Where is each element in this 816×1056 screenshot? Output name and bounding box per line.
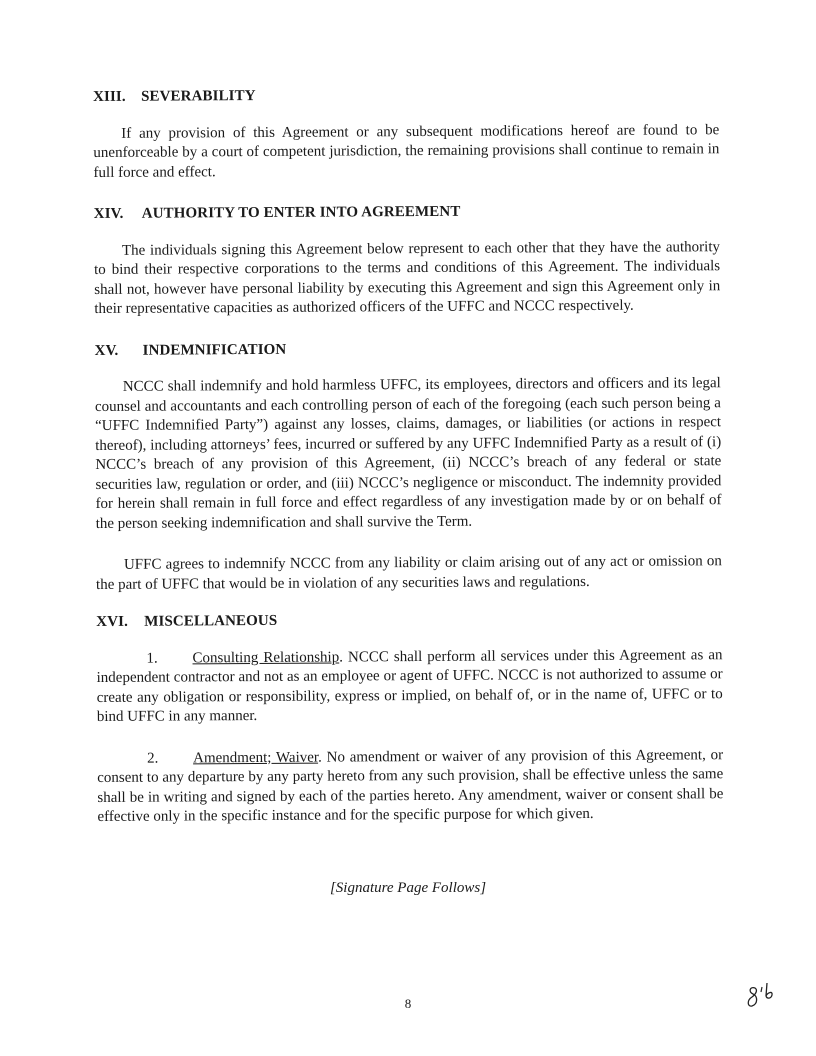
section-number: XIII. — [93, 88, 126, 105]
page-number: 8 — [404, 996, 412, 1011]
indemnification-paragraph-2: UFFC agrees to indemnify NCCC from any liability or claim arising out of any act or omission on the part of UFFC that would be in violation of any securities laws and regulations. — [95, 553, 722, 593]
section-title: INDEMNIFICATION — [142, 341, 287, 359]
item-text: . NCCC shall perform all services under this Agreement as an independent contractor and not as an employee or agent of UFFC. NCCC is not authorized to assume or create any obligation or responsibility, express or implied, on behalf of, or in the name of, UFFC or to bind UFFC in any manner. — [96, 646, 723, 725]
section-number: XVI. — [96, 613, 128, 630]
handwritten-initials — [746, 980, 780, 1010]
section-title: SEVERABILITY — [141, 88, 256, 105]
item-title: Amendment; Waiver — [193, 749, 319, 766]
misc-item-amendment-waiver — [97, 746, 723, 828]
item-title: Consulting Relationship — [192, 649, 340, 666]
section-number: XIV. — [93, 205, 124, 222]
section-title: MISCELLANEOUS — [144, 612, 278, 630]
authority-paragraph: The individuals signing this Agreement below represent to each other that they have the authority to bind their respective corporations to the terms and conditions of this Agreement. The individuals shall not, however have personal liability by executing this Agreement and sign this Agreement only in their representative capacities as authorized officers of the UFFC and NCCC respectively. — [94, 238, 721, 317]
item-number: 2. — [147, 750, 159, 767]
section-heading-miscellaneous — [96, 609, 722, 632]
signature-page-note: [Signature Page Follows] — [329, 880, 487, 896]
section-heading-authority — [94, 201, 720, 224]
item-number: 1. — [146, 650, 158, 667]
section-heading-severability — [93, 84, 719, 107]
indemnification-paragraph-1: NCCC shall indemnify and hold harmless UFFC, its employees, directors and officers and its legal counsel and accountants and each controlling person of each of the foregoing (each such person being a “UFFC Indemnified Party”) against any losses, claims, damages, or liabilities (or actions in respect thereof), including attorneys’ fees, incurred or suffered by any UFFC Indemnified Party as a result of (i) NCCC’s breach of any provision of this Agreement, (ii) NCCC’s breach of any federal or state securities law, regulation or order, and (iii) NCCC’s negligence or misconduct. The indemnity provided for herein shall remain in full force and effect regardless of any investigation made by or on behalf of the person seeking indemnification and shall survive the Term. — [94, 375, 722, 532]
section-title: AUTHORITY TO ENTER INTO AGREEMENT — [141, 203, 461, 222]
document-body — [93, 84, 724, 849]
severability-paragraph: If any provision of this Agreement or any subsequent modifications hereof are found to be unenforceable by a court of competent jurisdiction, the remaining provisions shall continue to remain in full force and effect. — [93, 121, 720, 181]
misc-item-consulting-relationship — [96, 646, 722, 728]
section-number: XV. — [94, 342, 119, 359]
item-text: . No amendment or waiver of any provision of this Agreement, or consent to any departure by any party hereto from any such provision, shall be effective unless the same shall be in writing and signed by each of the parties hereto. Any amendment, waiver or consent shall be effective only in the specific instance and for the specific purpose for which given. — [97, 746, 724, 825]
section-heading-indemnification — [95, 338, 721, 361]
